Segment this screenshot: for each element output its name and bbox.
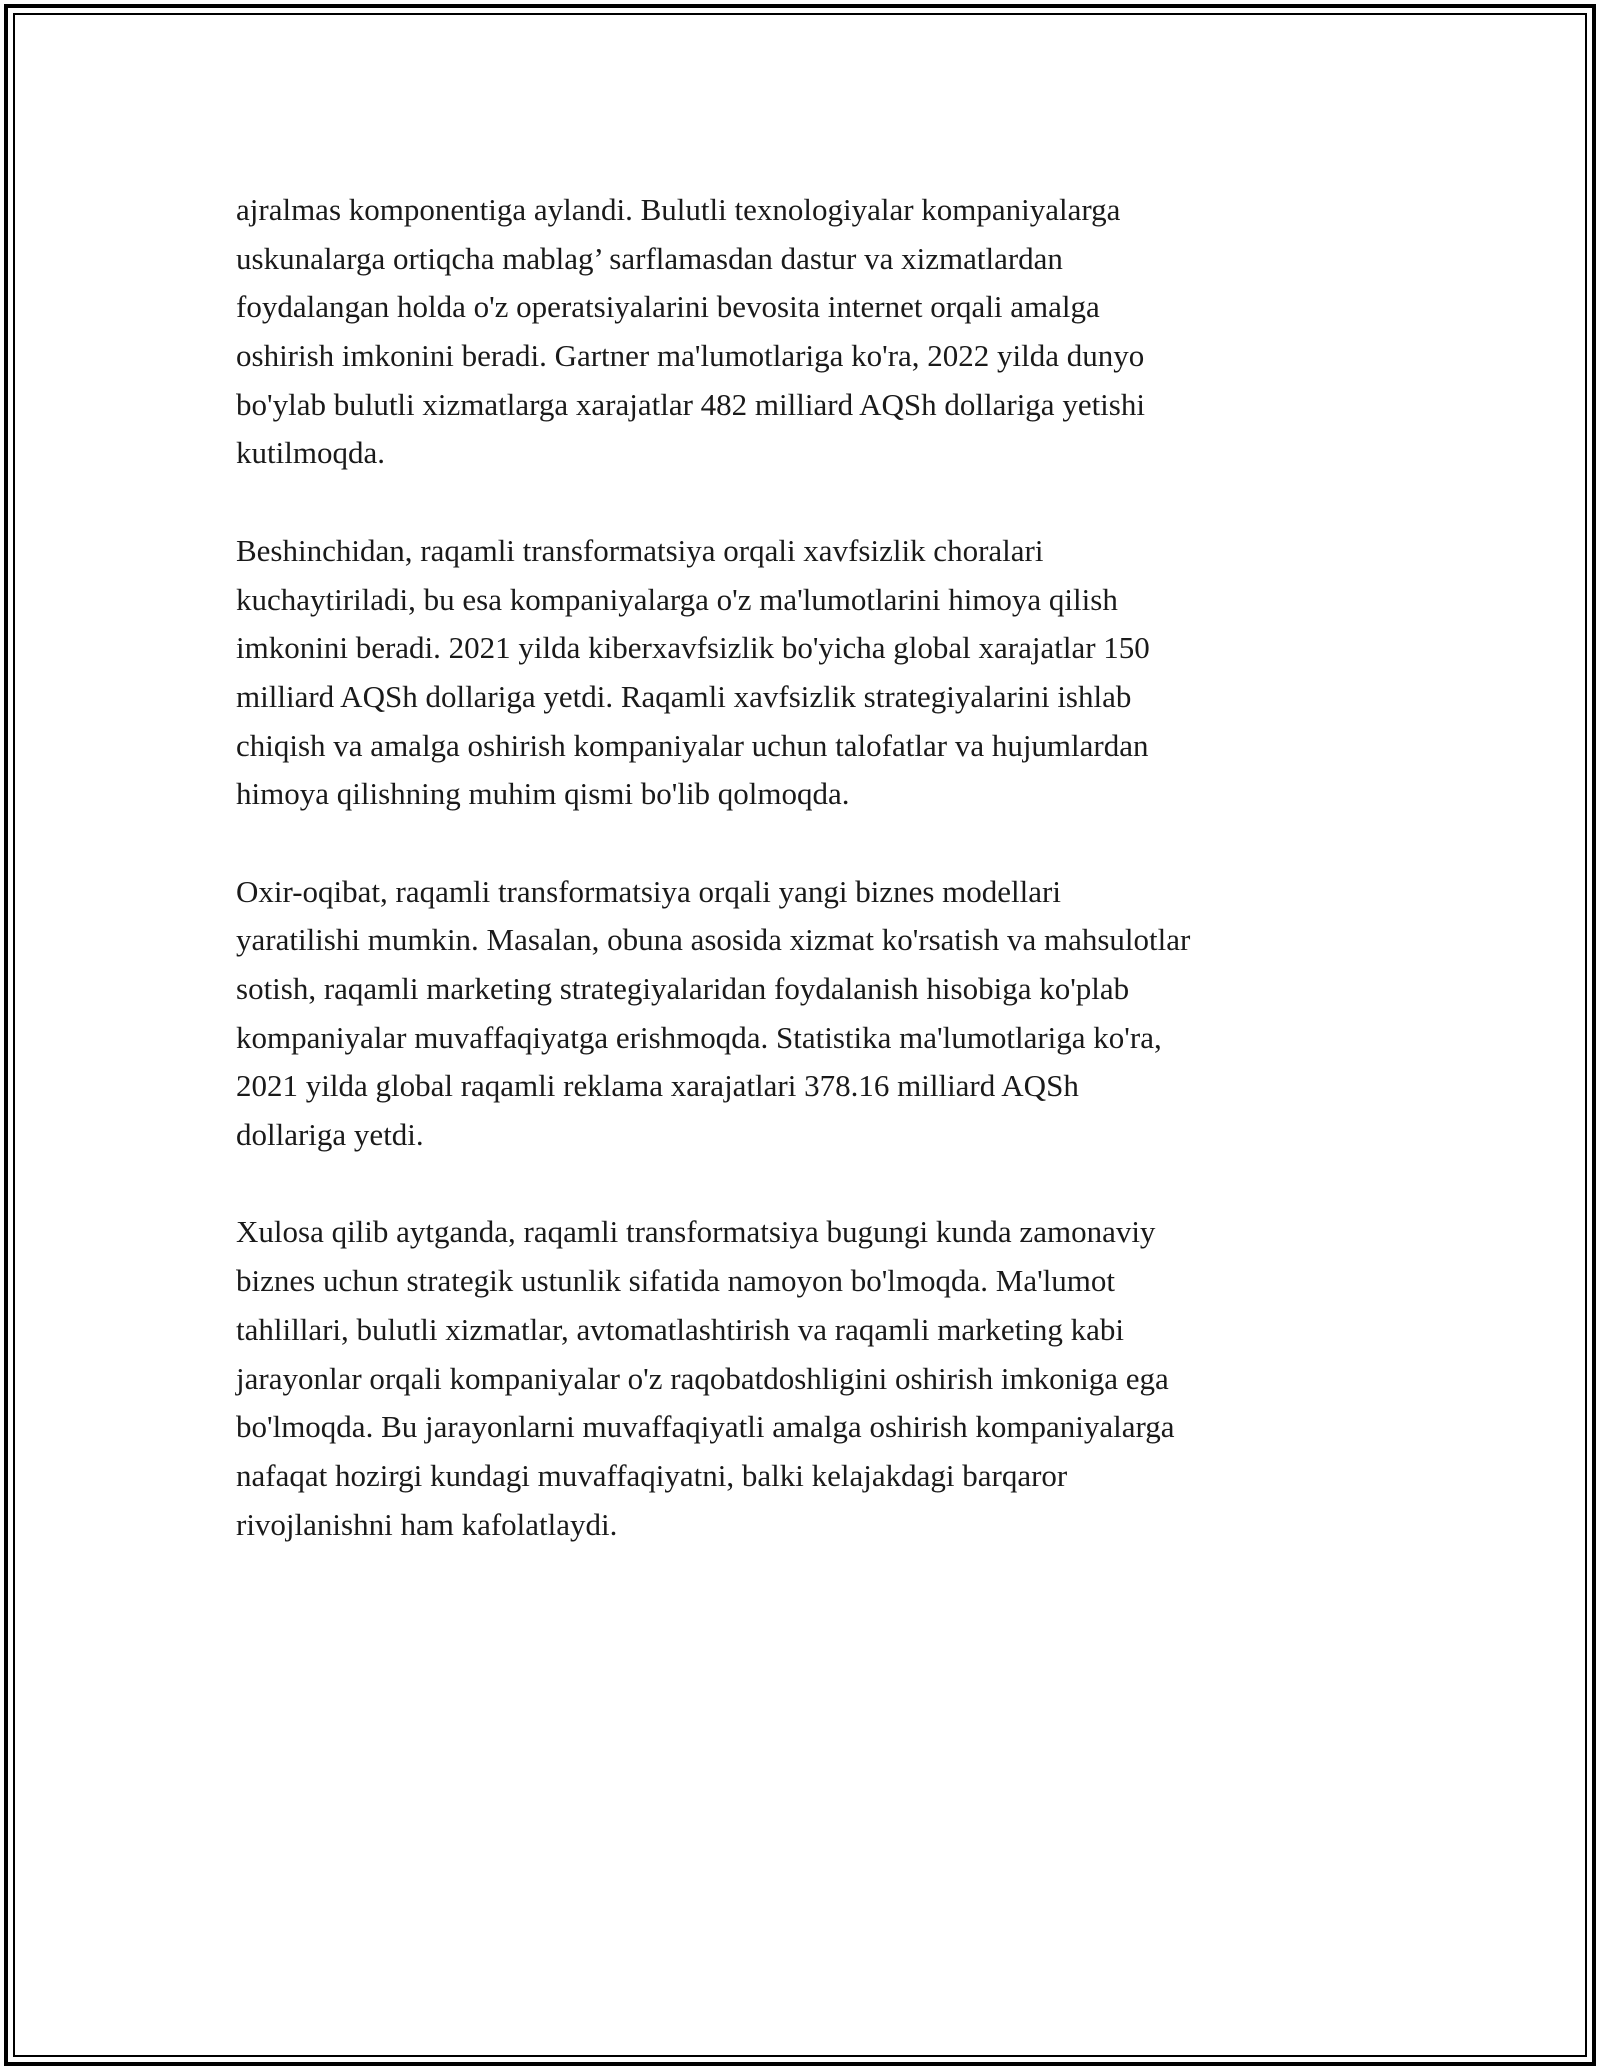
text-line: Oxir-oqibat, raqamli transformatsiya orqali yangi biznes modellari — [236, 873, 1061, 909]
document-body — [236, 186, 1376, 1598]
text-line: 2021 yilda global raqamli reklama xarajatlari 378.16 milliard AQSh — [236, 1068, 1079, 1104]
paragraph-security — [236, 527, 1376, 819]
text-line: bo'lmoqda. Bu jarayonlarni muvaffaqiyatli amalga oshirish kompaniyalarga — [236, 1409, 1175, 1445]
text-line: bo'ylab bulutli xizmatlarga xarajatlar 482 milliard AQSh dollariga yetishi — [236, 386, 1145, 422]
text-line: dollariga yetdi. — [236, 1117, 424, 1153]
text-line: yaratilishi mumkin. Masalan, obuna asosida xizmat ko'rsatish va mahsulotlar — [236, 922, 1191, 958]
text-line: biznes uchun strategik ustunlik sifatida namoyon bo'lmoqda. Ma'lumot — [236, 1263, 1116, 1299]
text-line: nafaqat hozirgi kundagi muvaffaqiyatni, balki kelajakdagi barqaror — [236, 1457, 1068, 1493]
text-line: rivojlanishni ham kafolatlaydi. — [236, 1506, 618, 1542]
text-line: Xulosa qilib aytganda, raqamli transformatsiya bugungi kunda zamonaviy — [236, 1214, 1156, 1250]
text-line: kutilmoqda. — [236, 435, 385, 471]
text-line: ajralmas komponentiga aylandi. Bulutli texnologiyalar kompaniyalarga — [236, 192, 1121, 227]
text-line: foydalangan holda o'z operatsiyalarini bevosita internet orqali amalga — [236, 289, 1100, 325]
text-line: imkonini beradi. 2021 yilda kiberxavfsizlik bo'yicha global xarajatlar 150 — [236, 630, 1150, 666]
text-line: milliard AQSh dollariga yetdi. Raqamli xavfsizlik strategiyalarini ishlab — [236, 678, 1132, 714]
text-line: uskunalarga ortiqcha mablag’ sarflamasdan dastur va xizmatlardan — [236, 240, 1063, 276]
paragraph-conclusion — [236, 1208, 1376, 1549]
text-line: chiqish va amalga oshirish kompaniyalar uchun talofatlar va hujumlardan — [236, 727, 1149, 763]
text-line: sotish, raqamli marketing strategiyalaridan foydalanish hisobiga ko'plab — [236, 971, 1130, 1006]
text-line: Beshinchidan, raqamli transformatsiya orqali xavfsizlik choralari — [236, 532, 1044, 568]
text-line: tahlillari, bulutli xizmatlar, avtomatlashtirish va raqamli marketing kabi — [236, 1311, 1125, 1347]
paragraph-cloud-technologies — [236, 186, 1376, 478]
text-line: himoya qilishning muhim qismi bo'lib qolmoqda. — [236, 776, 850, 812]
text-line: kompaniyalar muvaffaqiyatga erishmoqda. Statistika ma'lumotlariga ko'ra, — [236, 1019, 1162, 1055]
text-line: jarayonlar orqali kompaniyalar o'z raqobatdoshligini oshirish imkoniga ega — [236, 1360, 1169, 1396]
text-line: oshirish imkonini beradi. Gartner ma'lumotlariga ko'ra, 2022 yilda dunyo — [236, 338, 1145, 374]
text-line: kuchaytiriladi, bu esa kompaniyalarga o'z ma'lumotlarini himoya qilish — [236, 581, 1118, 617]
paragraph-business-models — [236, 868, 1376, 1160]
